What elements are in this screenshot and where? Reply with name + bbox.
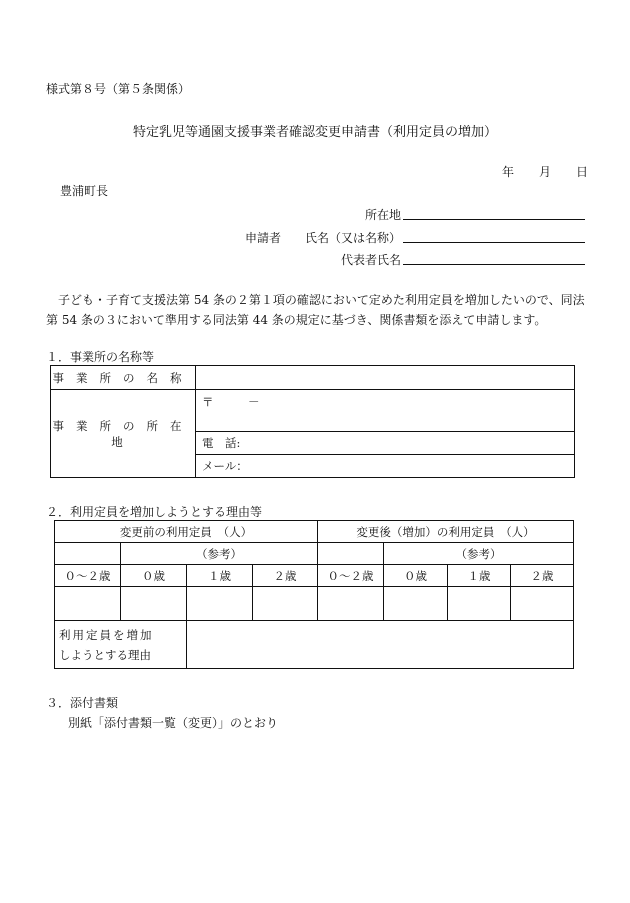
reason-label (55, 621, 187, 669)
reason-field[interactable] (187, 621, 574, 669)
section1-heading: １．事業所の名称等 (46, 350, 155, 364)
body-text: 子ども・子育て支援法第 54 条の２第１項の確認において定めた利用定員を増加したいので、同法第 54 条の３において準用する同法第 44 条の規定に基づき、関係書類を添えて申請します。 (46, 293, 585, 327)
date-month: 月 (539, 165, 552, 179)
after-age-1: １歳 (448, 565, 511, 587)
facility-table (50, 365, 575, 478)
page-title: 特定乳児等通園支援事業者確認変更申請書（利用定員の増加） (132, 125, 497, 140)
before-header: 変更前の利用定員 （人） (55, 521, 318, 543)
addressee: 豊浦町長 (60, 184, 109, 198)
after-age-0: ０歳 (384, 565, 448, 587)
postal-field[interactable]: 〒 － (196, 390, 575, 432)
representative-label: 代表者氏名 (341, 253, 402, 267)
form-number: 様式第８号（第５条関係） (46, 82, 191, 96)
before-age-2: ２歳 (253, 565, 318, 587)
before-age-1: １歳 (187, 565, 253, 587)
address-line[interactable] (403, 219, 585, 220)
after-age-0-2: ０～２歳 (318, 565, 384, 587)
before-reference: （参考） (121, 543, 318, 565)
before-blank (55, 543, 121, 565)
date-year: 年 (502, 165, 515, 179)
before-age-0-2: ０～２歳 (55, 565, 121, 587)
name-label: 氏名（又は名称） (305, 231, 402, 245)
before-age-0: ０歳 (121, 565, 187, 587)
address-label: 所在地 (365, 208, 402, 222)
reason-label-line1: 利用定員を増加 (59, 627, 154, 642)
after-blank (318, 543, 384, 565)
after-age-2: ２歳 (511, 565, 574, 587)
applicant-label: 申請者 (245, 231, 282, 245)
section3-heading: ３．添付書類 (46, 696, 119, 710)
after-value-0-2[interactable] (318, 587, 384, 621)
section2-heading: ２．利用定員を増加しようとする理由等 (46, 505, 263, 519)
reason-label-line2: しようとする理由 (59, 647, 151, 662)
representative-line[interactable] (403, 264, 585, 265)
after-value-2[interactable] (511, 587, 574, 621)
before-value-0-2[interactable] (55, 587, 121, 621)
before-value-2[interactable] (253, 587, 318, 621)
name-line[interactable] (403, 242, 585, 243)
email-field[interactable]: メール： (196, 455, 575, 478)
attachments-text: 別紙「添付書類一覧（変更）」のとおり (68, 716, 279, 730)
after-reference: （参考） (384, 543, 574, 565)
before-value-1[interactable] (187, 587, 253, 621)
date-day: 日 (576, 165, 589, 179)
facility-location-label: 事業所の所在地 (51, 390, 196, 478)
facility-name-field[interactable] (196, 366, 575, 390)
capacity-table (54, 520, 574, 669)
before-value-0[interactable] (121, 587, 187, 621)
after-header: 変更後（増加）の利用定員 （人） (318, 521, 574, 543)
after-value-0[interactable] (384, 587, 448, 621)
after-value-1[interactable] (448, 587, 511, 621)
phone-field[interactable]: 電 話: (196, 432, 575, 455)
facility-name-label: 事業所の名称 (51, 366, 196, 390)
